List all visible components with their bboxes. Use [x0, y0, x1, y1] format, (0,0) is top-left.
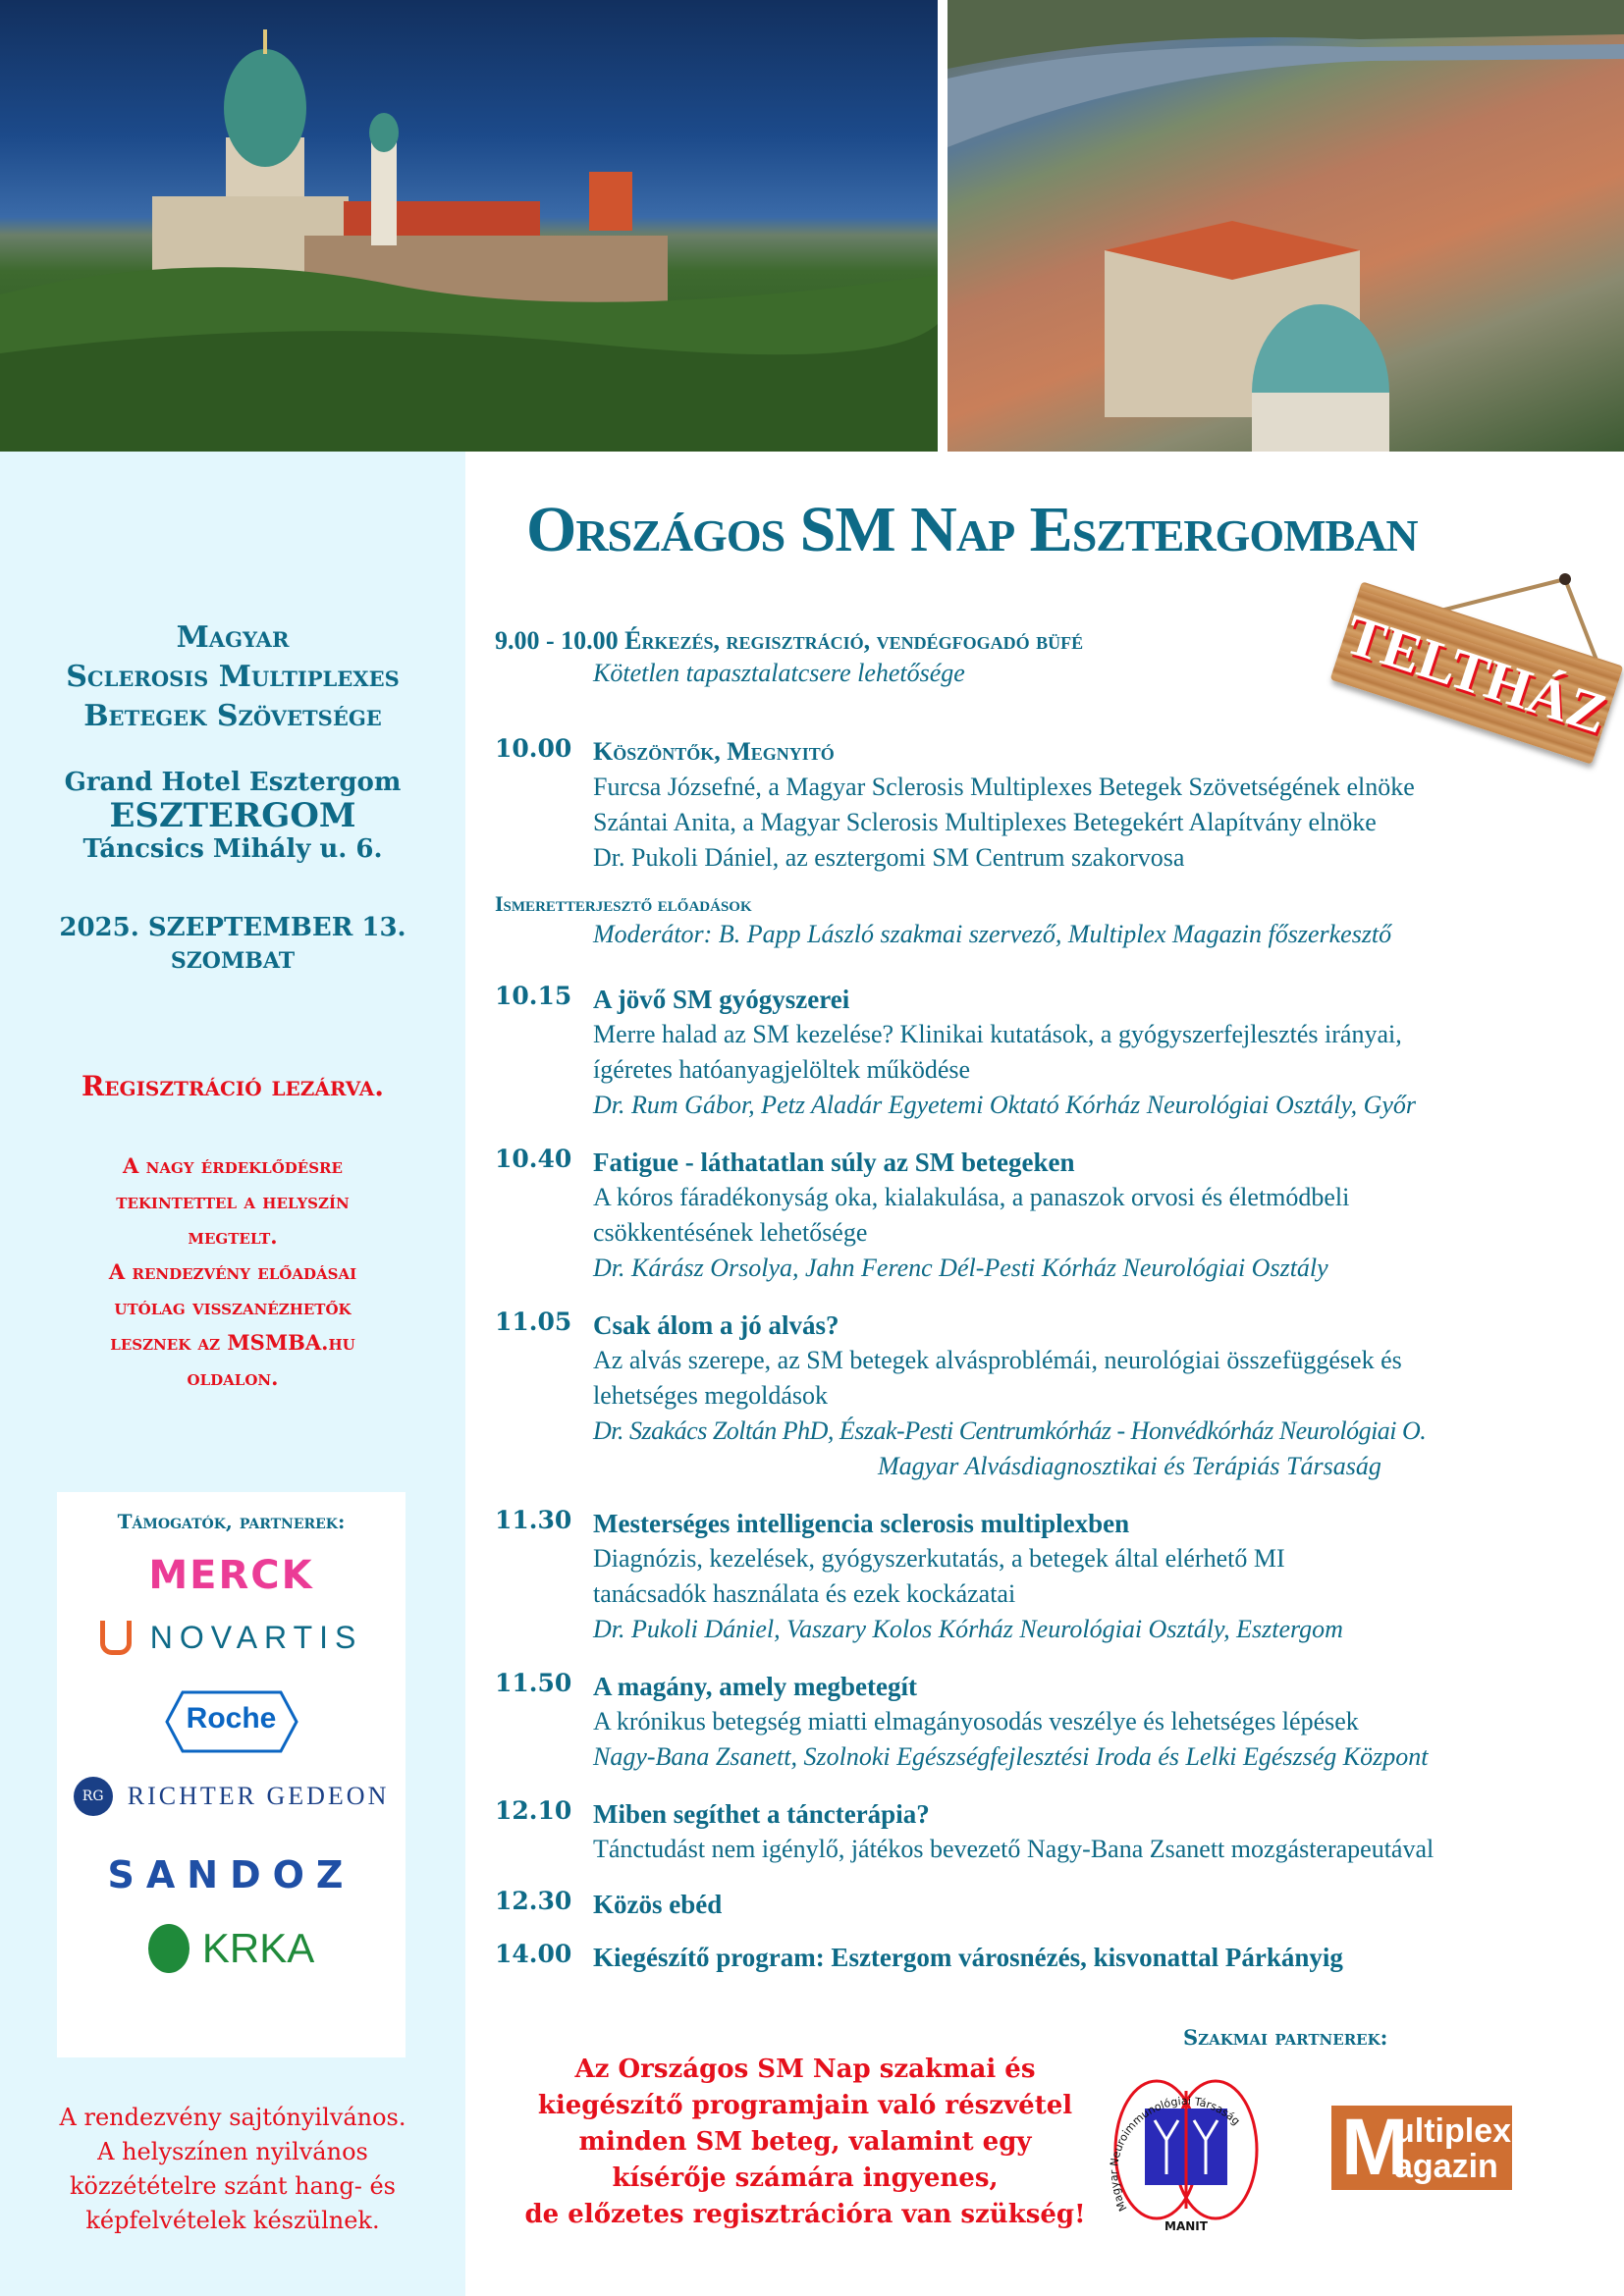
- schedule-speaker: Dr. Rum Gábor, Petz Aladár Egyetemi Oktató Kórház Neurológiai Osztály, Győr: [593, 1091, 1417, 1119]
- schedule-line: Diagnózis, kezelések, gyógyszerkutatás, a betegek által elérhető MI: [593, 1544, 1285, 1573]
- schedule-line: Az alvás szerepe, az SM betegek alvásproblémái, neurológiai összefüggések és: [593, 1346, 1402, 1374]
- schedule-item: [495, 1796, 1434, 1867]
- schedule-speaker: Nagy-Bana Zsanett, Szolnoki Egészségfejlesztési Iroda és Lelki Egészség Központ: [593, 1742, 1429, 1771]
- merck-logo: MERCK: [148, 1553, 314, 1598]
- city-illustration: [947, 0, 1624, 452]
- note-line: oldalon.: [187, 1365, 279, 1390]
- schedule-title: Mesterséges intelligencia sclerosis multiplexben: [593, 1509, 1130, 1538]
- schedule-time: 10.40: [495, 1145, 572, 1173]
- sponsors-title: Támogatók, partnerek:: [117, 1510, 346, 1533]
- schedule-title: Kiegészítő program: Esztergom városnézés, kisvonattal Párkányig: [593, 1943, 1343, 1972]
- event-date: 2025. SZEPTEMBER 13.: [59, 913, 406, 942]
- richter-gedeon-logo: RG RICHTER GEDEON: [57, 1777, 406, 1816]
- free-participation-note: [511, 2052, 1100, 2233]
- schedule-item: [495, 1887, 722, 1922]
- schedule-title: Miben segíthet a táncterápia?: [593, 1799, 930, 1829]
- venue-name: Grand Hotel Esztergom: [64, 768, 402, 797]
- event-weekday: SZOMBAT: [170, 948, 296, 974]
- multiplex-line2: agazin: [1394, 2148, 1498, 2185]
- roche-logo: Roche: [57, 1688, 406, 1755]
- schedule-title: Érkezés, regisztráció, vendégfogadó büfé: [624, 626, 1084, 655]
- partners-title: Szakmai partnerek:: [1183, 2025, 1388, 2050]
- press-line: közzétételre szánt hang- és: [69, 2172, 396, 2200]
- schedule-item: [495, 626, 1083, 691]
- sponsors-box: [57, 1492, 406, 2057]
- page-title: Országos SM Nap Esztergomban: [526, 494, 1418, 565]
- note-line: megtelt.: [188, 1224, 278, 1249]
- manit-emblem-icon: [1098, 2061, 1274, 2238]
- aerial-city-photo: [947, 0, 1624, 452]
- schedule-title: Csak álom a jó alvás?: [593, 1310, 839, 1340]
- note-line: kísérője számára ingyenes,: [612, 2163, 999, 2193]
- schedule-title: A jövő SM gyógyszerei: [593, 985, 850, 1014]
- multiplex-big-m: M: [1341, 2103, 1409, 2192]
- note-line: kiegészítő programjain való részvétel: [537, 2091, 1073, 2120]
- note-line: Az Országos SM Nap szakmai és: [574, 2055, 1036, 2084]
- org-line: Sclerosis Multiplexes: [66, 660, 400, 694]
- schedule-time: 11.30: [495, 1506, 572, 1534]
- note-line: de előzetes regisztrációra van szükség!: [524, 2200, 1086, 2229]
- note-line: utólag visszanézhetők: [114, 1295, 352, 1319]
- schedule-line: A kóros fáradékonyság oka, kialakulása, a panaszok orvosi és életmódbeli: [593, 1183, 1350, 1211]
- schedule-time: 10.00: [495, 734, 572, 763]
- sandoz-logo: SANDOZ: [107, 1853, 355, 1896]
- schedule-time: 11.50: [495, 1669, 572, 1697]
- manit-abbr: MANIT: [1164, 2219, 1208, 2233]
- org-line: Betegek Szövetsége: [83, 699, 382, 733]
- schedule-time: 12.10: [495, 1796, 572, 1825]
- main-content: [465, 452, 1624, 2296]
- note-line: minden SM beteg, valamint egy: [578, 2127, 1032, 2157]
- venue-address: Táncsics Mihály u. 6.: [82, 834, 383, 864]
- schedule-time: 9.00 - 10.00: [495, 626, 619, 655]
- schedule-line: Merre halad az SM kezelése? Klinikai kutatások, a gyógyszerfejlesztés irányai,: [593, 1020, 1402, 1048]
- novartis-flame-icon: [100, 1621, 132, 1655]
- schedule-speaker: Dr. Szakács Zoltán PhD, Észak-Pesti Centrumkórház - Honvédkórház Neurológiai O.: [593, 1416, 1427, 1445]
- schedule-title: Köszöntők, Megnyitó: [593, 737, 835, 766]
- full-house-note: [0, 1148, 465, 1396]
- schedule-item: [495, 982, 1416, 1123]
- novartis-logo: NOVARTIS: [57, 1620, 406, 1656]
- schedule-item: [495, 1145, 1349, 1286]
- venue-block: [0, 766, 465, 866]
- press-line: képfelvételek készülnek.: [85, 2207, 380, 2234]
- press-notice: [0, 2101, 465, 2238]
- press-line: A helyszínen nyilvános: [97, 2138, 368, 2165]
- schedule-time: 10.15: [495, 982, 572, 1010]
- schedule-item: [495, 1308, 1426, 1484]
- schedule-time: 11.05: [495, 1308, 572, 1336]
- schedule-title: Közös ebéd: [593, 1890, 723, 1919]
- schedule-section: [495, 891, 1391, 952]
- press-line: A rendezvény sajtónyilvános.: [59, 2104, 406, 2131]
- registration-closed-notice: Regisztráció lezárva.: [81, 1070, 385, 1102]
- schedule-item: [495, 1506, 1343, 1647]
- sign-text: TELTHÁZ: [1337, 602, 1615, 746]
- header-photos: [0, 0, 1624, 452]
- schedule-speaker: Dr. Kárász Orsolya, Jahn Ferenc Dél-Pesti Kórház Neurológiai Osztály: [593, 1254, 1328, 1282]
- schedule-note: Kötetlen tapasztalatcsere lehetősége: [593, 659, 965, 687]
- moderator: Moderátor: B. Papp László szakmai szervező, Multiplex Magazin főszerkesztő: [593, 920, 1392, 948]
- schedule-line: Tánctudást nem igénylő, játékos bevezető Nagy-Bana Zsanett mozgásterapeutával: [593, 1835, 1435, 1863]
- section-title: Ismeretterjesztő előadások: [495, 891, 752, 916]
- note-line: A nagy érdeklődésre: [123, 1153, 343, 1178]
- basilica-illustration: [0, 0, 938, 452]
- schedule-line: csökkentésének lehetősége: [593, 1218, 868, 1247]
- schedule-item: [495, 1940, 1343, 1975]
- schedule-line: Furcsa Józsefné, a Magyar Sclerosis Multiplexes Betegek Szövetségének elnöke: [593, 773, 1415, 801]
- krka-logo: KRKA: [57, 1924, 406, 1973]
- schedule-time: 14.00: [495, 1940, 572, 1968]
- schedule-item: [495, 734, 1415, 876]
- schedule-time: 12.30: [495, 1887, 572, 1915]
- schedule-item: [495, 1669, 1428, 1775]
- rg-circle-icon: RG: [74, 1777, 113, 1816]
- venue-city: ESZTERGOM: [109, 796, 356, 835]
- manit-logo: [1098, 2061, 1274, 2238]
- multiplex-magazin-logo: [1331, 2103, 1512, 2192]
- date-block: [0, 911, 465, 978]
- krka-symbol-icon: [148, 1924, 189, 1973]
- note-line: A rendezvény előadásai: [108, 1259, 357, 1284]
- schedule-line: lehetséges megoldások: [593, 1381, 828, 1410]
- organization-name: [0, 618, 465, 736]
- schedule-title: A magány, amely megbetegít: [593, 1672, 917, 1701]
- note-line: lesznek az MSMBA.hu: [110, 1330, 355, 1355]
- schedule-line: ígéretes hatóanyagjelöltek működése: [593, 1055, 971, 1084]
- schedule-line: A krónikus betegség miatti elmagányosodás veszélye és lehetséges lépések: [593, 1707, 1359, 1735]
- basilica-photo: [0, 0, 938, 452]
- schedule-title: Fatigue - láthatatlan súly az SM betegeken: [593, 1148, 1075, 1177]
- org-line: Magyar: [176, 620, 290, 655]
- multiplex-line1: ultiplex: [1394, 2112, 1512, 2150]
- schedule-line: Szántai Anita, a Magyar Sclerosis Multiplexes Betegekért Alapítvány elnöke: [593, 808, 1377, 836]
- schedule-line: tanácsadók használata és ezek kockázatai: [593, 1579, 1016, 1608]
- schedule-line: Dr. Pukoli Dániel, az esztergomi SM Centrum szakorvosa: [593, 843, 1185, 872]
- note-line: tekintettel a helyszín: [116, 1189, 350, 1213]
- schedule-speaker-affiliation: Magyar Alvásdiagnosztikai és Terápiás Társaság: [878, 1452, 1381, 1480]
- schedule-speaker: Dr. Pukoli Dániel, Vaszary Kolos Kórház Neurológiai Osztály, Esztergom: [593, 1615, 1343, 1643]
- manit-ring-text: Magyar Neuroimmunológiai Társaság: [1107, 2094, 1243, 2214]
